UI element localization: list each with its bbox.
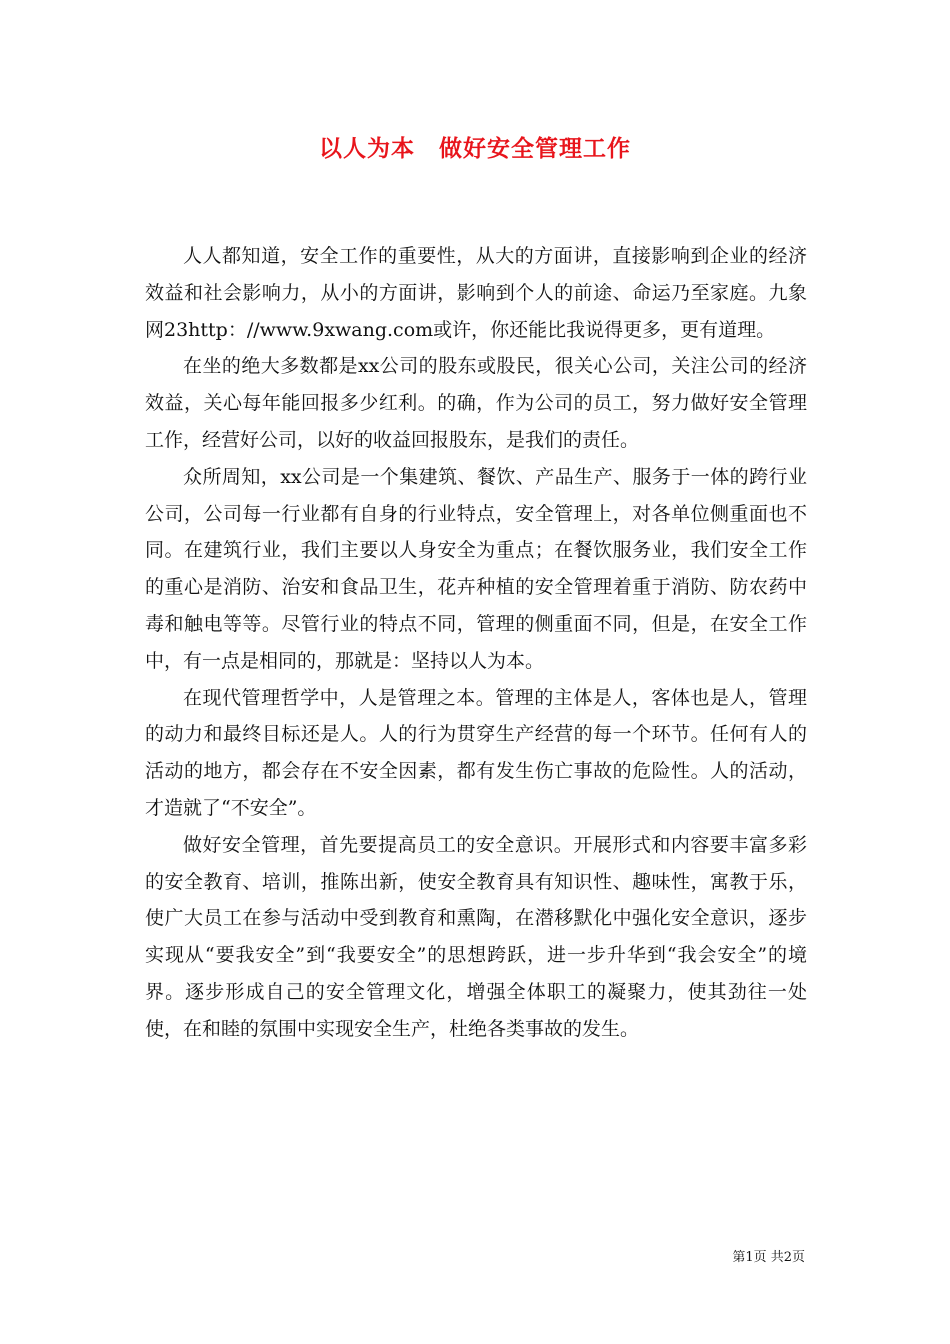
paragraph-4: 在现代管理哲学中，人是管理之本。管理的主体是人，客体也是人，管理的动力和最终目标还是人。人的行为贯穿生产经营的每一个环节。任何有人的活动的地方，都会存在不安全因素，都有发生伤亡事故的危险性。人的活动，才造就了“不安全”。 [145,686,807,819]
paragraph-5: 做好安全管理，首先要提高员工的安全意识。开展形式和内容要丰富多彩的安全教育、培训，推陈出新，使安全教育具有知识性、趣味性，寓教于乐，使广大员工在参与活动中受到教育和熏陶，在潜移默化中强化安全意识，逐步实现从“要我安全”到“我要安全”的思想跨跃，进一步升华到“我会安全”的境界。逐步形成自己的安全管理文化，增强全体职工的凝聚力，使其劲往一处使，在和睦的氛围中实现安全生产，杜绝各类事故的发生。 [145,833,807,1040]
document-body [145,238,807,1048]
page-title: 以人为本 做好安全管理工作 [319,135,631,162]
paragraph-1: 人人都知道，安全工作的重要性，从大的方面讲，直接影响到企业的经济效益和社会影响力，从小的方面讲，影响到个人的前途、命运乃至家庭。九象网23http：//www.9xwang.com或许，你还能比我说得更多，更有道理。 [145,245,807,341]
paragraph-3: 众所周知，xx公司是一个集建筑、餐饮、产品生产、服务于一体的跨行业公司，公司每一行业都有自身的行业特点，安全管理上，对各单位侧重面也不同。在建筑行业，我们主要以人身安全为重点；在餐饮服务业，我们安全工作的重心是消防、治安和食品卫生，花卉种植的安全管理着重于消防、防农药中毒和触电等等。尽管行业的特点不同，管理的侧重面不同，但是，在安全工作中，有一点是相同的，那就是：坚持以人为本。 [145,465,807,672]
page-number: 第1页 共2页 [732,1250,805,1265]
paragraph-2: 在坐的绝大多数都是xx公司的股东或股民，很关心公司，关注公司的经济效益，关心每年能回报多少红利。的确，作为公司的员工，努力做好安全管理工作，经营好公司，以好的收益回报股东，是我们的责任。 [145,355,807,451]
